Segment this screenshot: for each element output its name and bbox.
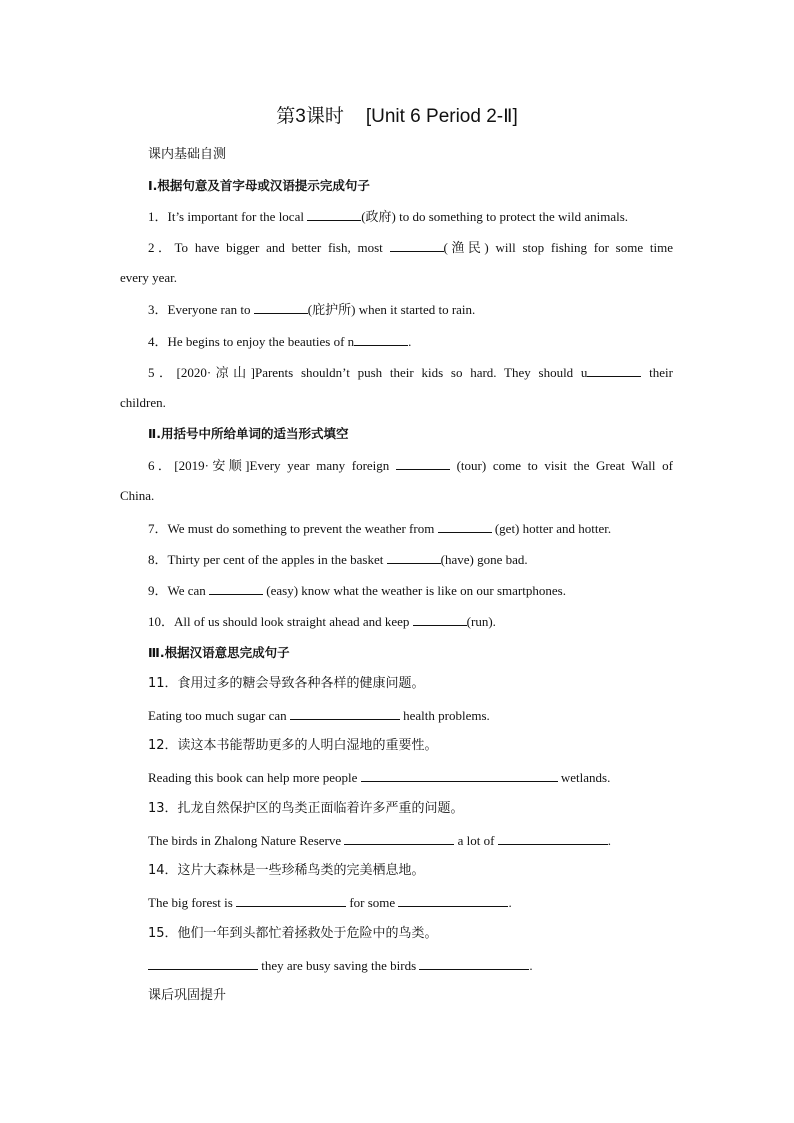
answer-blank-12[interactable]: [361, 768, 558, 782]
answer-blank-14a[interactable]: [236, 893, 346, 907]
answer-blank-10[interactable]: [413, 612, 467, 626]
question-13-zh: 13．扎龙自然保护区的鸟类正面临着许多严重的问题。: [148, 801, 464, 816]
answer-blank-13a[interactable]: [344, 831, 454, 845]
question-15: they are busy saving the birds .: [148, 956, 673, 975]
question-11-zh: 11．食用过多的糖会导致各种各样的健康问题。: [148, 676, 425, 691]
answer-blank-15a[interactable]: [148, 956, 258, 970]
answer-blank-13b[interactable]: [498, 831, 608, 845]
section3-heading: Ⅲ.根据汉语意思完成句子: [148, 645, 290, 660]
unit-label: [Unit 6 Period 2-Ⅱ]: [365, 106, 518, 127]
page-title: [0, 104, 794, 130]
question-4: 4．He begins to enjoy the beauties of n .: [148, 334, 412, 349]
question-11: Eating too much sugar can health problems.: [148, 708, 490, 723]
question-12: Reading this book can help more people wetlands.: [148, 770, 611, 785]
question-10: 10．All of us should look straight ahead and keep (run).: [148, 614, 496, 629]
section1-heading: Ⅰ.根据句意及首字母或汉语提示完成句子: [148, 178, 370, 193]
lesson-label: 第3课时: [276, 106, 344, 127]
answer-blank-3[interactable]: [254, 300, 308, 314]
answer-blank-1[interactable]: [307, 207, 361, 221]
question-14-zh: 14．这片大森林是一些珍稀鸟类的完美栖息地。: [148, 863, 425, 878]
question-6: 6．[2019·安顺]Every year many foreign (tour) come to visit the Great Wall of: [148, 458, 673, 473]
question-12-zh: 12．读这本书能帮助更多的人明白湿地的重要性。: [148, 738, 438, 753]
after-class-heading: 课后巩固提升: [148, 988, 227, 1003]
question-3: 3．Everyone ran to (庇护所) when it started to rain.: [148, 302, 476, 317]
answer-blank-6[interactable]: [396, 456, 450, 470]
answer-blank-8[interactable]: [387, 550, 441, 564]
answer-blank-14b[interactable]: [398, 893, 508, 907]
question-1: 1．It’s important for the local (政府) to do something to protect the wild animals.: [148, 209, 629, 224]
question-9: 9．We can (easy) know what the weather is like on our smartphones.: [148, 583, 566, 598]
answer-blank-11[interactable]: [290, 706, 400, 720]
question-14: The big forest is for some .: [148, 895, 512, 910]
question-5-cont: children.: [120, 395, 166, 410]
question-8: 8．Thirty per cent of the apples in the basket (have) gone bad.: [148, 552, 528, 567]
answer-blank-7[interactable]: [438, 519, 492, 533]
question-13: The birds in Zhalong Nature Reserve a lot of .: [148, 833, 611, 848]
question-2: 2．To have bigger and better fish, most (渔民) will stop fishing for some time: [148, 240, 673, 255]
question-15-zh: 15．他们一年到头都忙着拯救处于危险中的鸟类。: [148, 926, 438, 941]
in-class-heading: 课内基础自测: [148, 147, 227, 162]
answer-blank-4[interactable]: [354, 332, 408, 346]
question-6-cont: China.: [120, 488, 155, 503]
question-7: 7．We must do something to prevent the weather from (get) hotter and hotter.: [148, 521, 612, 536]
answer-blank-2[interactable]: [390, 238, 444, 252]
question-2-cont: every year.: [120, 270, 178, 285]
question-5: 5．[2020·凉山]Parents shouldn’t push their kids so hard. They should u their: [148, 365, 673, 380]
answer-blank-5[interactable]: [587, 363, 641, 377]
answer-blank-9[interactable]: [209, 581, 263, 595]
section2-heading: Ⅱ.用括号中所给单词的适当形式填空: [148, 426, 349, 441]
answer-blank-15b[interactable]: [419, 956, 529, 970]
